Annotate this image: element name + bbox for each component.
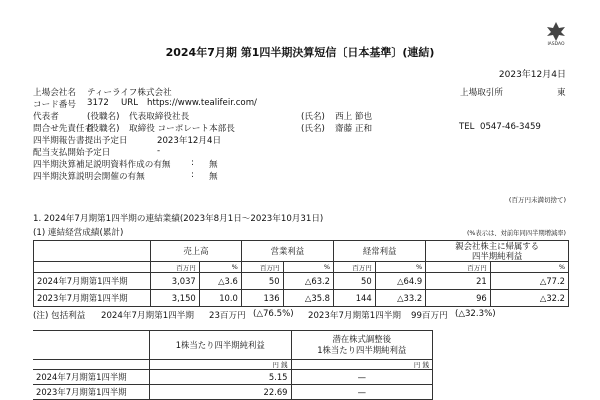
supplementary-label: 四半期決算補足説明資料作成の有無 bbox=[33, 160, 171, 170]
dividend-row bbox=[33, 146, 333, 158]
header-net-income: 親会社株主に帰属する 四半期純利益 bbox=[426, 241, 569, 262]
unit-million: 百万円 bbox=[241, 262, 283, 273]
header-eps: 1株当たり四半期純利益 bbox=[150, 331, 292, 360]
exchange-value: 東 bbox=[557, 88, 566, 98]
exchange-label: 上場取引所 bbox=[460, 88, 503, 98]
results-header-row bbox=[34, 241, 569, 262]
code-row bbox=[33, 98, 333, 110]
contact-row bbox=[33, 122, 563, 134]
rep-name: 西上 節也 bbox=[335, 112, 373, 122]
cell-value: — bbox=[291, 370, 433, 385]
unit-pct: % bbox=[199, 262, 241, 273]
dividend-label: 配当支払開始予定日 bbox=[33, 148, 111, 158]
logo-text: JASDAQ bbox=[547, 42, 565, 45]
tel-label: TEL bbox=[459, 122, 475, 132]
cell-value: 144 bbox=[334, 290, 376, 307]
meeting-colon: : bbox=[191, 170, 194, 180]
header-ordinary-income: 経常利益 bbox=[334, 241, 426, 262]
report-date-value: 2023年12月4日 bbox=[157, 136, 222, 146]
unit-yen-sen: 円 銭 bbox=[150, 360, 292, 370]
header-diluted-eps: 潜在株式調整後 1株当たり四半期純利益 bbox=[291, 331, 433, 360]
cell-value: △33.2 bbox=[375, 290, 425, 307]
cell-value: 136 bbox=[241, 290, 283, 307]
document-title: 2024年7月期 第1四半期決算短信〔日本基準〕(連結) bbox=[165, 46, 435, 59]
supplementary-value: 無 bbox=[209, 160, 218, 170]
eps-table bbox=[33, 330, 433, 400]
cell-value: 22.69 bbox=[150, 385, 292, 400]
url-label: URL bbox=[121, 98, 139, 108]
comprehensive-label: (注) 包括利益 bbox=[33, 311, 86, 321]
cell-value: 96 bbox=[426, 290, 491, 307]
row-label: 2024年7月期第1四半期 bbox=[34, 273, 151, 290]
rep-title-label: (役職名) bbox=[87, 112, 120, 122]
unit-yen-sen: 円 銭 bbox=[291, 360, 433, 370]
supplementary-row bbox=[33, 158, 333, 170]
cell-value: △63.2 bbox=[283, 273, 333, 290]
company-name-value: ティーライフ株式会社 bbox=[87, 88, 172, 98]
eps-header-blank bbox=[33, 331, 150, 360]
code-value: 3172 bbox=[87, 98, 109, 108]
document-date: 2023年12月4日 bbox=[498, 70, 566, 80]
cell-value: 5.15 bbox=[150, 370, 292, 385]
cell-value: 10.0 bbox=[199, 290, 241, 307]
cell-value: — bbox=[291, 385, 433, 400]
unit-pct: % bbox=[490, 262, 568, 273]
unit-blank bbox=[34, 262, 151, 273]
contact-label: 問合せ先責任者 bbox=[33, 124, 94, 134]
rounding-note: (百万円未満切捨て) bbox=[508, 196, 566, 204]
table-row bbox=[34, 273, 569, 290]
cell-value: △3.6 bbox=[199, 273, 241, 290]
table-row bbox=[33, 370, 433, 385]
unit-pct: % bbox=[375, 262, 425, 273]
cell-value: △64.9 bbox=[375, 273, 425, 290]
comprehensive-income-note bbox=[33, 309, 503, 321]
cell-value: 21 bbox=[426, 273, 491, 290]
table-row bbox=[33, 385, 433, 400]
comprehensive-value2: 99百万円 bbox=[411, 311, 448, 321]
unit-million: 百万円 bbox=[151, 262, 200, 273]
code-label: コード番号 bbox=[33, 100, 76, 110]
pct-note: (%表示は、対前年同四半期増減率) bbox=[466, 230, 566, 237]
company-name-row bbox=[33, 86, 172, 98]
comprehensive-period2: 2023年7月期第1四半期 bbox=[308, 311, 401, 321]
supplementary-colon: : bbox=[191, 158, 194, 168]
comprehensive-period1: 2024年7月期第1四半期 bbox=[101, 311, 194, 321]
report-date-label: 四半期報告書提出予定日 bbox=[33, 136, 128, 146]
results-unit-row bbox=[34, 262, 569, 273]
meeting-row bbox=[33, 170, 333, 182]
unit-pct: % bbox=[283, 262, 333, 273]
unit-million: 百万円 bbox=[426, 262, 491, 273]
contact-title: 取締役 コーポレート本部長 bbox=[129, 124, 235, 134]
rep-title: 代表取締役社長 bbox=[129, 112, 190, 122]
section1-heading: 1. 2024年7月期第1四半期の連結業績(2023年8月1日～2023年10月31日) bbox=[33, 214, 324, 224]
company-name-label: 上場会社名 bbox=[33, 88, 76, 98]
url-link[interactable]: https://www.tealifeir.com/ bbox=[147, 98, 257, 108]
contact-title-label: (役職名) bbox=[87, 124, 120, 134]
cell-value: 50 bbox=[241, 273, 283, 290]
meeting-label: 四半期決算説明会開催の有無 bbox=[33, 172, 145, 182]
comprehensive-value1: 23百万円 bbox=[209, 311, 246, 321]
report-date-row bbox=[33, 134, 333, 146]
contact-name: 齋藤 正和 bbox=[335, 124, 373, 134]
eps-unit-row bbox=[33, 360, 433, 370]
cell-value: 3,150 bbox=[151, 290, 200, 307]
contact-name-label: (氏名) bbox=[301, 124, 325, 134]
exchange-logo-icon bbox=[543, 21, 569, 45]
row-label: 2024年7月期第1四半期 bbox=[33, 370, 150, 385]
cell-value: △77.2 bbox=[490, 273, 568, 290]
rep-label: 代表者 bbox=[33, 112, 59, 122]
results-header-blank bbox=[34, 241, 151, 262]
comprehensive-change2: (△32.3%) bbox=[455, 309, 496, 319]
cell-value: △32.2 bbox=[490, 290, 568, 307]
rep-name-label: (氏名) bbox=[301, 112, 325, 122]
header-operating-income: 営業利益 bbox=[241, 241, 333, 262]
table-row bbox=[34, 290, 569, 307]
representative-row bbox=[33, 110, 553, 122]
cell-value: △35.8 bbox=[283, 290, 333, 307]
unit-blank bbox=[33, 360, 150, 370]
meeting-value: 無 bbox=[209, 172, 218, 182]
row-label: 2023年7月期第1四半期 bbox=[34, 290, 151, 307]
results-table bbox=[33, 240, 569, 307]
unit-million: 百万円 bbox=[334, 262, 376, 273]
eps-header-row bbox=[33, 331, 433, 360]
tel-value: 0547-46-3459 bbox=[480, 122, 541, 132]
cell-value: 50 bbox=[334, 273, 376, 290]
comprehensive-change1: (△76.5%) bbox=[253, 309, 294, 319]
header-net-sales: 売上高 bbox=[151, 241, 242, 262]
dividend-value: - bbox=[157, 146, 161, 156]
row-label: 2023年7月期第1四半期 bbox=[33, 385, 150, 400]
cell-value: 3,037 bbox=[151, 273, 200, 290]
subsection1-heading: (1) 連結経営成績(累計) bbox=[33, 228, 124, 238]
